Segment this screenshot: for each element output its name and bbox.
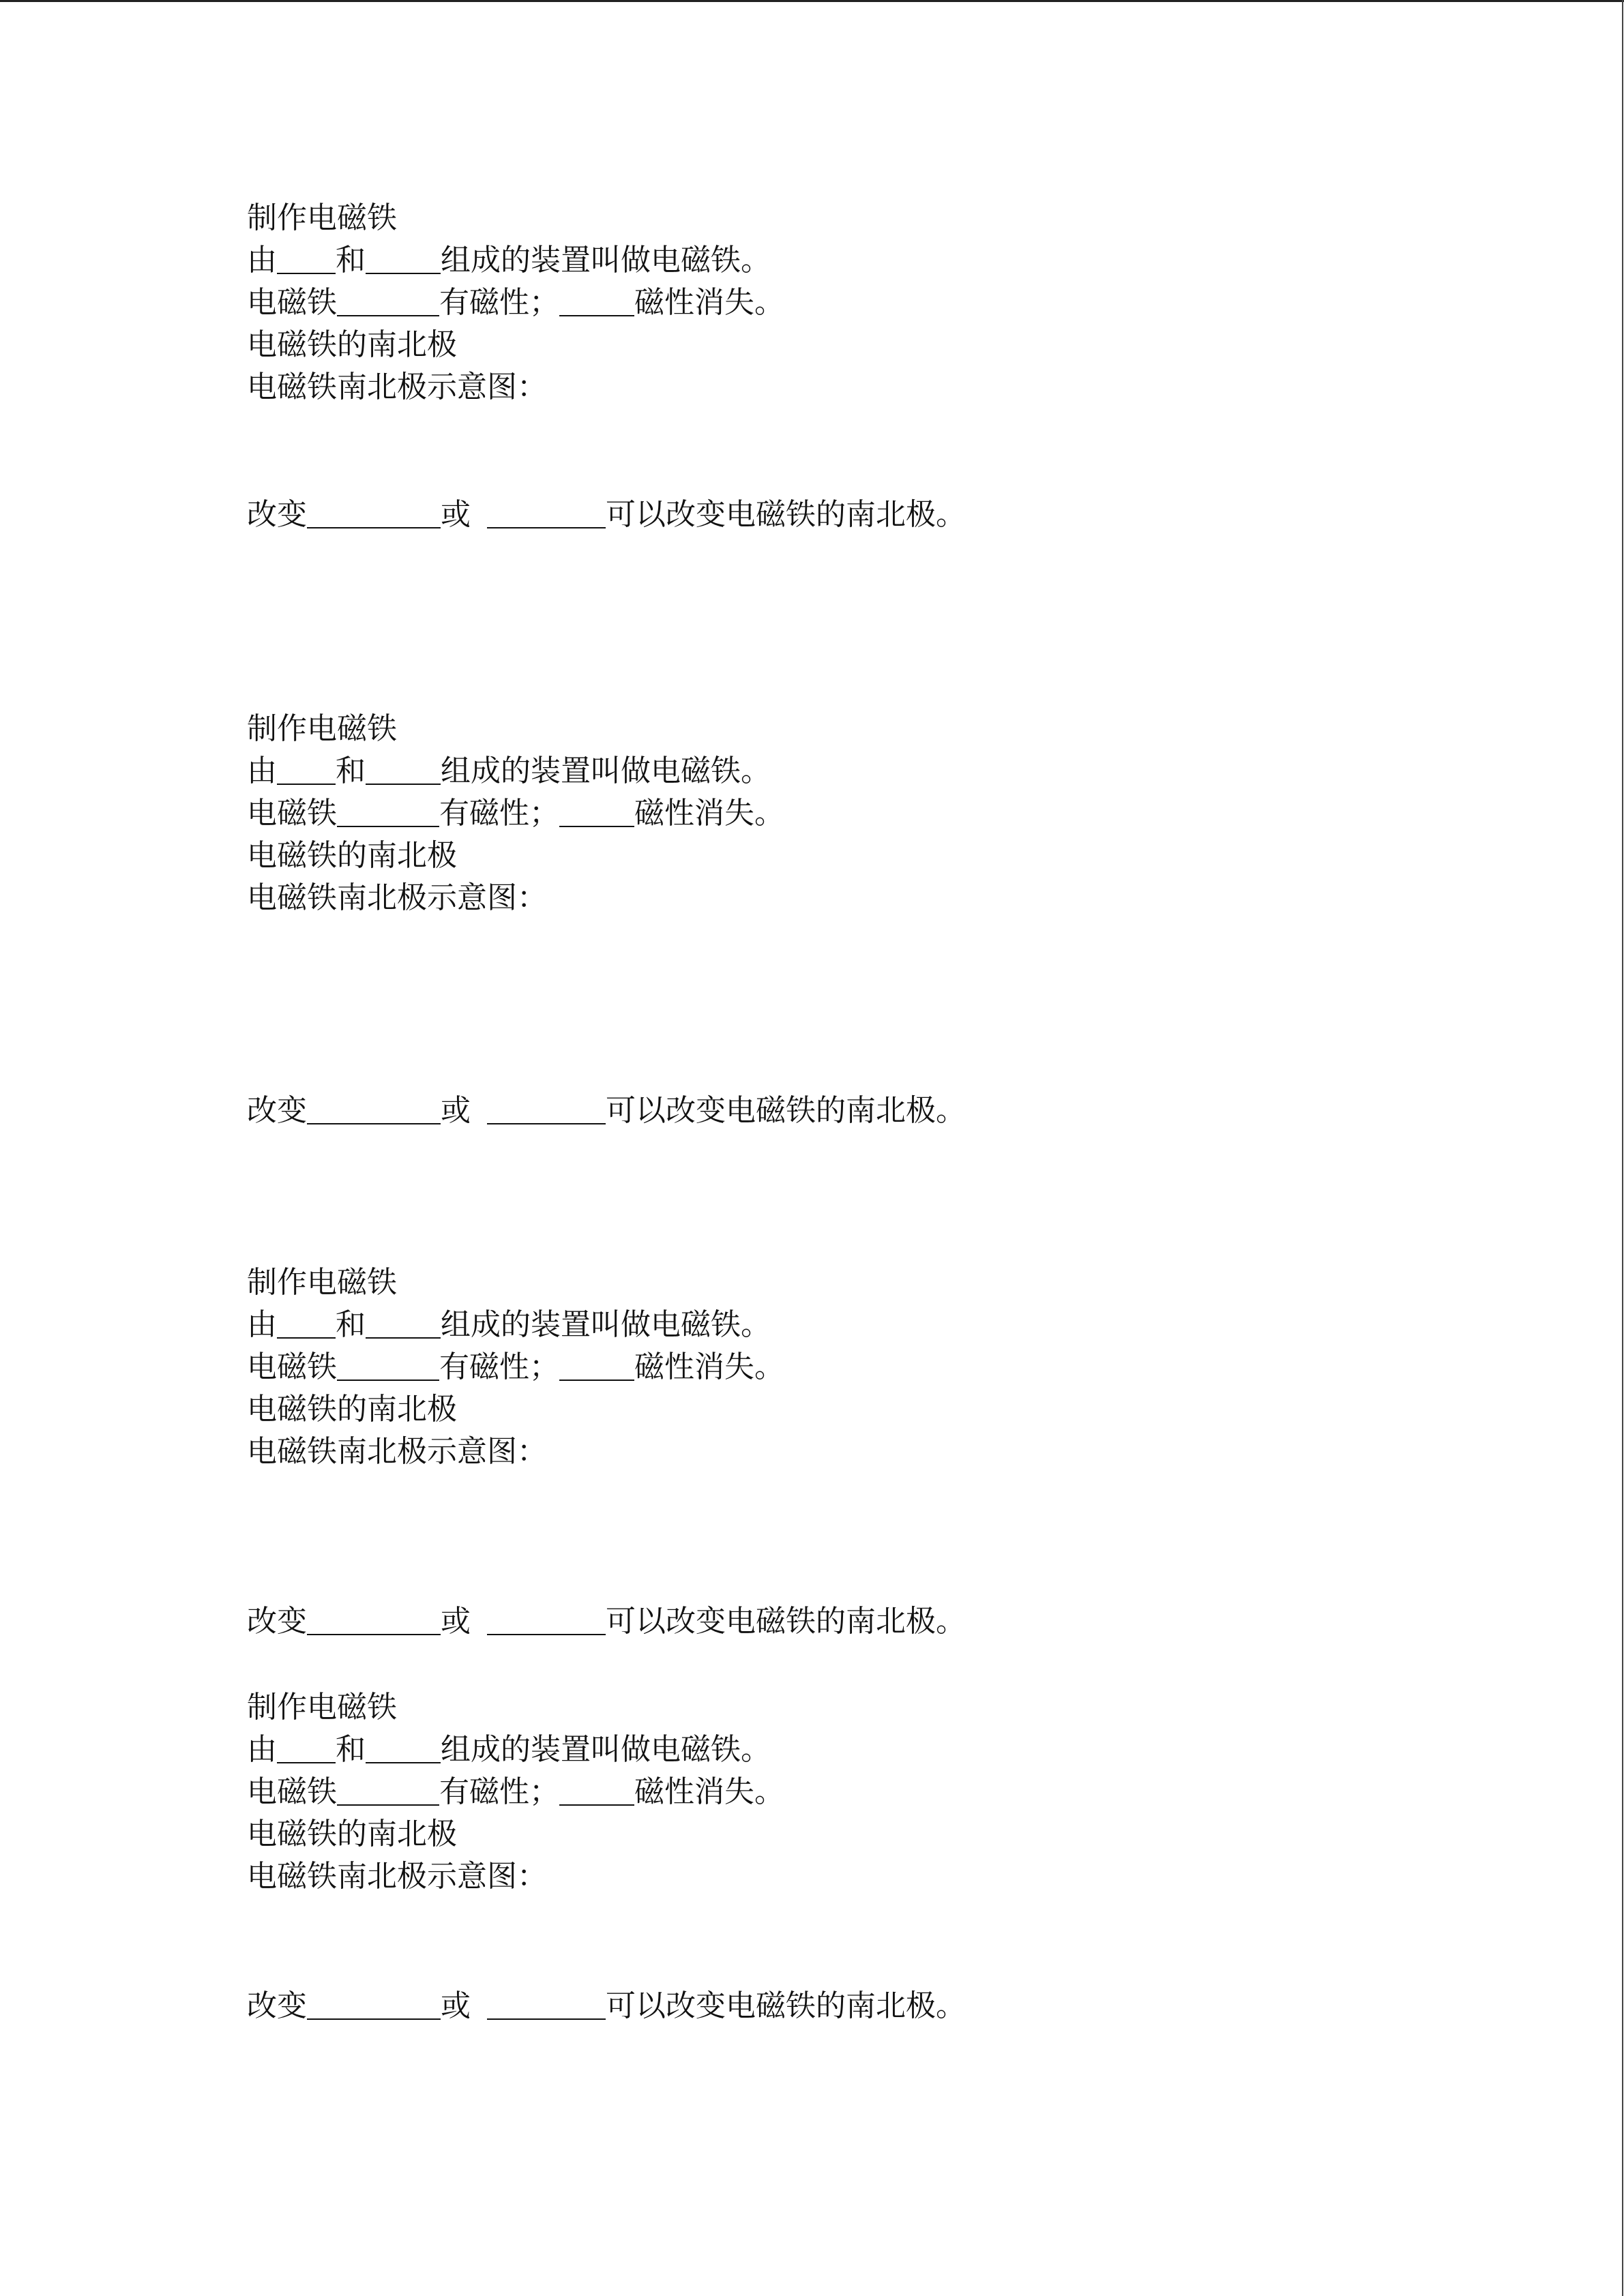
fill-in-line-magnetism: 电磁铁 有磁性； 磁性消失。 <box>247 1350 784 1384</box>
answer-blank[interactable] <box>307 1607 441 1635</box>
page-border-right <box>1622 0 1623 2296</box>
subheading-poles: 电磁铁的南北极 <box>247 1817 457 1851</box>
subheading-poles: 电磁铁的南北极 <box>247 1392 457 1427</box>
answer-blank[interactable] <box>366 1310 441 1339</box>
section-title: 制作电磁铁 <box>247 1690 397 1725</box>
answer-blank[interactable] <box>487 1607 606 1635</box>
fill-in-line-magnetism: 电磁铁 有磁性； 磁性消失。 <box>247 1774 784 1809</box>
fill-in-line-change-poles: 改变 或 可以改变电磁铁的南北极。 <box>247 1988 966 2023</box>
answer-blank[interactable] <box>277 756 336 785</box>
subheading-poles: 电磁铁的南北极 <box>247 838 457 873</box>
answer-blank[interactable] <box>366 756 441 785</box>
answer-blank[interactable] <box>337 1777 439 1806</box>
section-title: 制作电磁铁 <box>247 711 397 746</box>
answer-blank[interactable] <box>307 500 441 528</box>
fill-in-line-change-poles: 改变 或 可以改变电磁铁的南北极。 <box>247 1604 966 1639</box>
fill-in-line-components: 由 和 组成的装置叫做电磁铁。 <box>247 1732 771 1767</box>
answer-blank[interactable] <box>307 1096 441 1124</box>
answer-blank[interactable] <box>337 1352 439 1381</box>
diagram-caption: 电磁铁南北极示意图： <box>247 370 547 404</box>
section-title: 制作电磁铁 <box>247 200 397 235</box>
page-border-top <box>0 0 1624 2</box>
answer-blank[interactable] <box>487 1096 606 1124</box>
fill-in-line-components: 由 和 组成的装置叫做电磁铁。 <box>247 1307 771 1342</box>
section-title: 制作电磁铁 <box>247 1265 397 1300</box>
answer-blank[interactable] <box>559 288 634 316</box>
fill-in-line-magnetism: 电磁铁 有磁性； 磁性消失。 <box>247 796 784 831</box>
answer-blank[interactable] <box>366 245 441 274</box>
fill-in-line-magnetism: 电磁铁 有磁性； 磁性消失。 <box>247 285 784 320</box>
answer-blank[interactable] <box>337 799 439 827</box>
answer-blank[interactable] <box>277 1310 336 1339</box>
answer-blank[interactable] <box>559 1777 634 1806</box>
fill-in-line-change-poles: 改变 或 可以改变电磁铁的南北极。 <box>247 1093 966 1128</box>
answer-blank[interactable] <box>307 1991 441 2020</box>
answer-blank[interactable] <box>366 1735 441 1763</box>
fill-in-line-change-poles: 改变 或 可以改变电磁铁的南北极。 <box>247 497 966 532</box>
fill-in-line-components: 由 和 组成的装置叫做电磁铁。 <box>247 243 771 278</box>
answer-blank[interactable] <box>337 288 439 316</box>
fill-in-line-components: 由 和 组成的装置叫做电磁铁。 <box>247 754 771 788</box>
diagram-caption: 电磁铁南北极示意图： <box>247 1859 547 1894</box>
subheading-poles: 电磁铁的南北极 <box>247 327 457 362</box>
diagram-caption: 电磁铁南北极示意图： <box>247 1434 547 1469</box>
answer-blank[interactable] <box>277 1735 336 1763</box>
diagram-caption: 电磁铁南北极示意图： <box>247 880 547 915</box>
answer-blank[interactable] <box>487 500 606 528</box>
answer-blank[interactable] <box>559 799 634 827</box>
answer-blank[interactable] <box>559 1352 634 1381</box>
answer-blank[interactable] <box>277 245 336 274</box>
answer-blank[interactable] <box>487 1991 606 2020</box>
